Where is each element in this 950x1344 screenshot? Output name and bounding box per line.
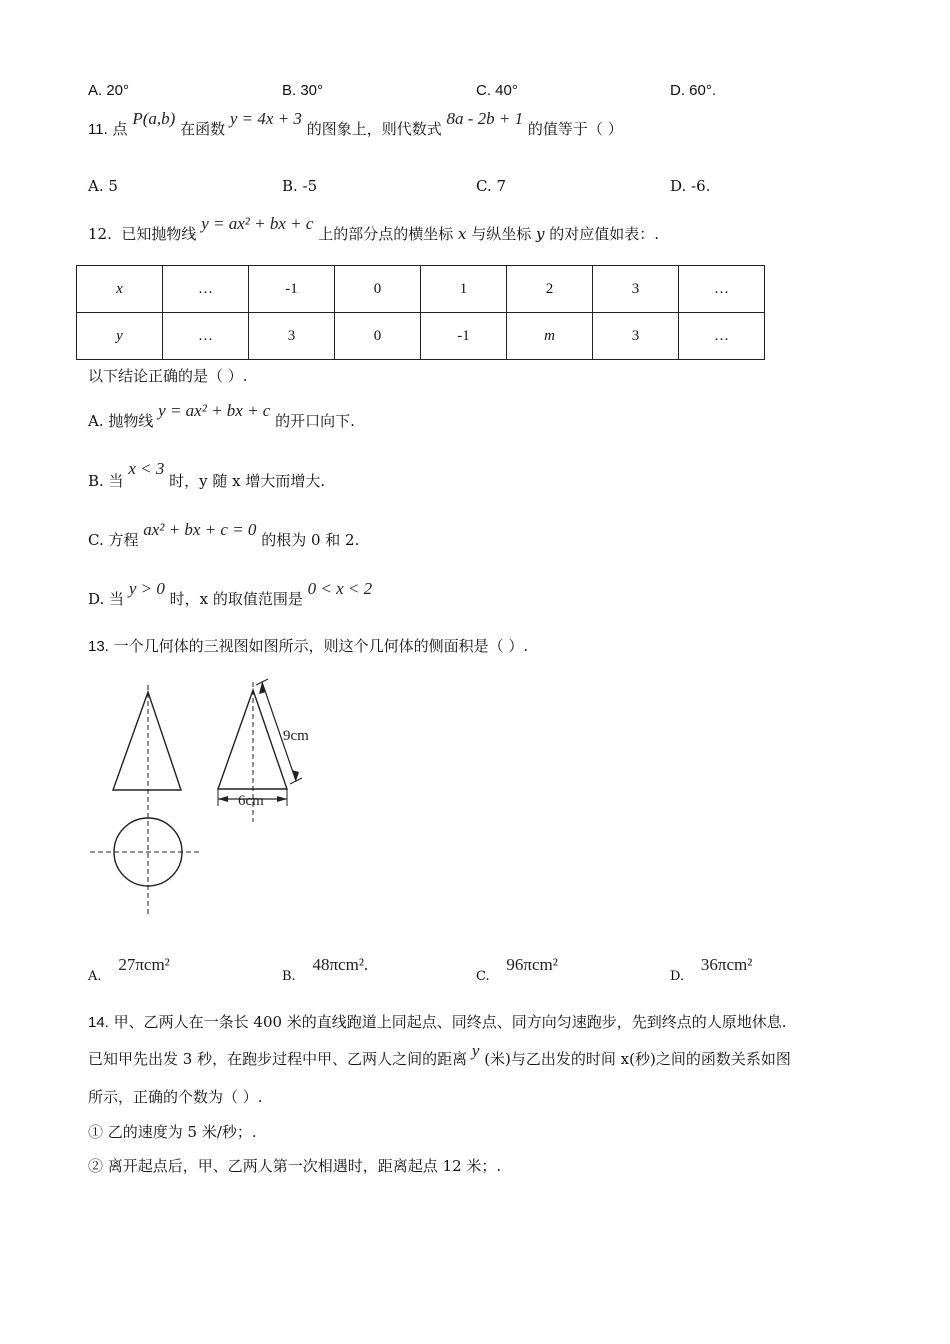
option-math: x < 3 [128,459,165,478]
q14-line-3: 所示，正确的个数为（ ）. [88,1088,263,1106]
table-cell: x [77,266,163,313]
q12-value-table [76,265,765,360]
q11-option-b: B. -5 [282,177,318,195]
q11-text-4: 的值等于（ ） [527,120,623,138]
three-view-figure [80,670,340,930]
q10-option-d: D. 60°. [670,82,717,99]
q10-option-a: A. 20° [88,82,130,99]
table-cell: 2 [507,266,593,313]
option-tail: 的根为 0 和 2. [261,531,360,549]
q13-option-c [476,955,558,984]
front-view-triangle [113,692,181,790]
table-cell: … [163,266,249,313]
q13-stem [88,635,528,656]
table-cell: 0 [335,266,421,313]
table-cell: 0 [335,313,421,360]
q10-option-c: C. 40° [476,82,518,99]
q12-y-var: y [536,225,545,243]
table-cell: … [163,313,249,360]
q12-stem [88,214,660,244]
q14-number: 14. [88,1014,109,1031]
q14-text-2b: (米)与乙出发的时间 x(秒)之间的函数关系如图 [484,1050,791,1068]
option-label: A. 抛物线 [88,412,154,430]
slant-length-label: 9cm [283,728,309,744]
q12-option-a [88,401,355,431]
q12-option-b [88,459,326,491]
option-letter: C. [476,969,490,984]
arrow-head [218,796,228,802]
q14-line-1 [88,1011,787,1032]
q12-prompt: 以下结论正确的是（ ）. [88,367,248,385]
q14-item-1: ① 乙的速度为 5 米/秒；. [88,1123,257,1141]
q11-option-c: C. 7 [476,177,507,195]
option-value: 48πcm². [312,955,369,974]
q12-option-c [88,520,360,550]
option-letter: B. [282,969,296,984]
table-cell: … [679,266,765,313]
option-label: D. 当 [88,590,125,608]
q11-text-1: 点 [112,120,128,138]
table-cell: y [77,313,163,360]
table-cell: 3 [593,313,679,360]
q14-text-1: 甲、乙两人在一条长 400 米的直线跑道上同起点、同终点、同方向匀速跑步，先到终点的人原地休息. [113,1013,787,1031]
q13-text: 一个几何体的三视图如图所示，则这个几何体的侧面积是（ ）. [113,637,529,655]
option-tail: 的开口向下. [275,412,355,430]
q11-option-d: D. -6. [670,177,711,195]
option-math-2: 0 < x < 2 [307,579,373,598]
arrow-head [292,770,299,781]
table-cell: … [679,313,765,360]
option-math: y = ax² + bx + c [158,401,271,420]
option-value: 27πcm² [118,955,170,974]
table-cell: -1 [249,266,335,313]
q13-option-a [88,955,170,984]
table-cell: 3 [593,266,679,313]
q11-function: y = 4x + 3 [229,109,302,128]
table-row [77,266,765,313]
q14-line-2 [88,1041,791,1069]
q12-text-4: 的对应值如表：. [549,225,660,243]
option-value: 36πcm² [700,955,753,974]
table-cell: 1 [421,266,507,313]
table-cell: 3 [249,313,335,360]
q12-parabola: y = ax² + bx + c [201,214,314,233]
table-cell: -1 [421,313,507,360]
q12-text-3: 与纵坐标 [471,225,532,243]
q11-text-2: 在函数 [180,120,226,138]
q11-expression: 8a - 2b + 1 [446,109,524,128]
q11-point: P(a,b) [132,109,176,128]
option-label: B. 当 [88,472,124,490]
option-letter: D. [670,969,685,984]
q13-number: 13. [88,638,109,655]
q11-number: 11. [88,121,108,138]
q13-option-d [670,955,753,984]
option-math: ax² + bx + c = 0 [143,520,257,539]
arrow-head [277,796,287,802]
q12-text-2: 上的部分点的横坐标 [318,225,454,243]
base-length-label: 6cm [238,793,264,809]
q14-text-2a: 已知甲先出发 3 秒，在跑步过程中甲、乙两人之间的距离 [88,1050,468,1068]
q14-item-2: ② 离开起点后，甲、乙两人第一次相遇时，距离起点 12 米；. [88,1157,502,1175]
q10-option-b: B. 30° [282,82,324,99]
table-cell: m [507,313,593,360]
option-label: C. 方程 [88,531,139,549]
q11-text-3: 的图象上，则代数式 [306,120,442,138]
q11-option-a: A. 5 [88,177,118,195]
table-row [77,313,765,360]
q11-stem [88,109,623,139]
q14-y-var: y [471,1041,480,1060]
q12-text-1: 已知抛物线 [121,225,197,243]
q13-option-b [282,955,369,984]
q12-number: 12. [88,225,112,243]
option-tail: 时，x 的取值范围是 [169,590,303,608]
option-tail: 时，y 随 x 增大而增大. [169,472,326,490]
option-letter: A. [88,969,102,984]
q12-option-d [88,579,373,609]
arrow-head [259,682,266,694]
option-value: 96πcm² [506,955,558,974]
option-math: y > 0 [128,579,165,598]
q12-x-var: x [457,225,467,243]
